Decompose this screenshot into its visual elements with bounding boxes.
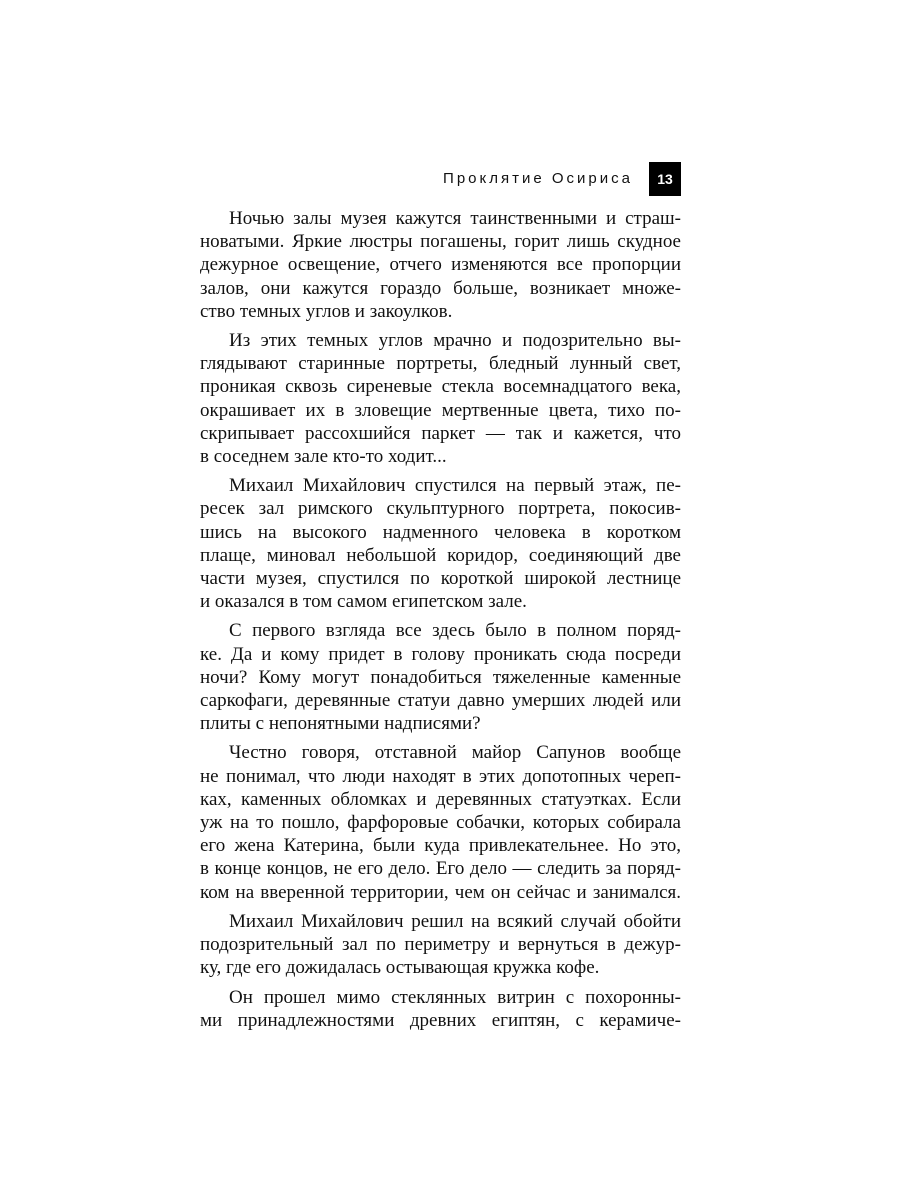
text-line: ство темных углов и закоулков.: [200, 300, 453, 322]
text-line: Ночью залы музея кажутся таинственными и страш-: [229, 208, 681, 229]
book-title: Проклятие Осириса: [443, 170, 633, 187]
text-line: ке. Да и кому придет в голову проникать сюда посреди: [200, 643, 681, 665]
text-body: [200, 207, 681, 1038]
text-line: плиты с непонятными надписями?: [200, 713, 481, 735]
text-line: Из этих темных углов мрачно и подозрительно вы-: [229, 330, 681, 352]
text-line: скрипывает рассохшийся паркет — так и кажется, что: [200, 422, 681, 444]
text-line: проникая сквозь сиреневые стекла восемнадцатого века,: [200, 376, 681, 398]
text-line: уж на то пошло, фарфоровые собачки, которых собирала: [200, 812, 681, 834]
text-line: залов, они кажутся гораздо больше, возникает множе-: [200, 277, 681, 299]
text-line: ку, где его дожидалась остывающая кружка кофе.: [200, 957, 600, 979]
text-line: саркофаги, деревянные статуи давно умерших людей или: [200, 690, 681, 712]
text-line: новатыми. Яркие люстры погашены, горит лишь скудное: [200, 231, 681, 253]
text-line: его жена Катерина, были куда привлекательнее. Но это,: [200, 835, 681, 857]
text-line: глядывают старинные портреты, бледный лунный свет,: [200, 353, 681, 375]
text-line: плаще, миновал небольшой коридор, соединяющий две: [200, 544, 681, 566]
running-header: [200, 162, 681, 198]
text-line: ми принадлежностями древних египтян, с керамиче-: [200, 1009, 681, 1031]
text-line: не понимал, что люди находят в этих допотопных череп-: [200, 765, 681, 787]
text-line: подозрительный зал по периметру и вернуться в дежур-: [200, 934, 681, 956]
text-line: Он прошел мимо стеклянных витрин с похоронны-: [229, 986, 681, 1008]
paragraph-3: [200, 474, 681, 613]
text-line: ках, каменных обломках и деревянных статуэтках. Если: [200, 788, 681, 810]
paragraph-2: [200, 329, 681, 468]
text-line: окрашивает их в зловещие мертвенные цвета, тихо по-: [200, 399, 681, 421]
paragraph-7: [200, 986, 681, 1032]
text-line: дежурное освещение, отчего изменяются все пропорции: [200, 254, 681, 276]
paragraph-6: [200, 910, 681, 980]
text-line: ресек зал римского скульптурного портрета, покосив-: [200, 498, 681, 520]
paragraph-1: [200, 207, 681, 323]
text-line: ночи? Кому могут понадобиться тяжеленные каменные: [200, 666, 681, 688]
paragraph-4: [200, 619, 681, 735]
text-line: ком на вверенной территории, чем он сейчас и занимался.: [200, 881, 681, 903]
text-line: части музея, спустился по короткой широкой лестнице: [200, 568, 681, 590]
text-line: С первого взгляда все здесь было в полном поряд-: [229, 620, 681, 642]
text-line: Честно говоря, отставной майор Сапунов вообще: [229, 742, 681, 764]
page-number-box: [649, 162, 681, 196]
text-line: Михаил Михайлович спустился на первый этаж, пе-: [229, 475, 681, 497]
text-line: в соседнем зале кто-то ходит...: [200, 446, 447, 468]
page-number: 13: [657, 171, 673, 187]
text-line: шись на высокого надменного человека в коротком: [200, 521, 681, 543]
text-line: в конце концов, не его дело. Его дело — следить за поряд-: [200, 858, 681, 880]
text-line: и оказался в том самом египетском зале.: [200, 591, 527, 613]
text-line: Михаил Михайлович решил на всякий случай обойти: [229, 910, 681, 932]
paragraph-5: [200, 741, 681, 903]
